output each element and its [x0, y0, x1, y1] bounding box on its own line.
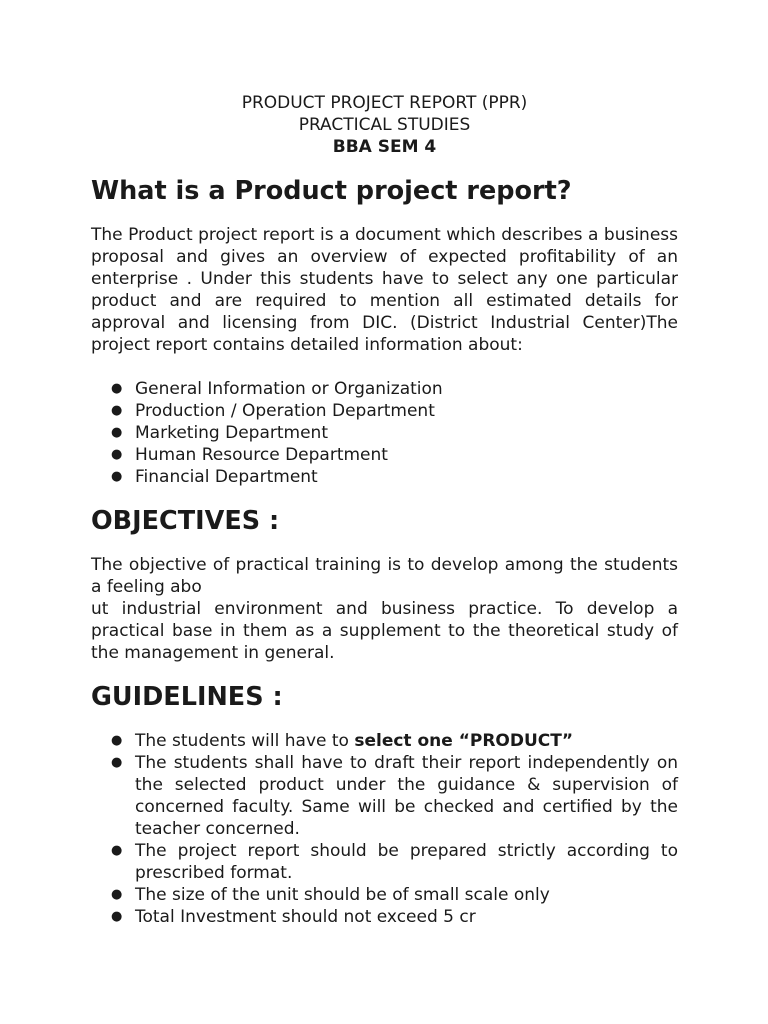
list-item: ● Total Investment should not exceed 5 cr — [111, 907, 476, 927]
list-item: ● Human Resource Department — [111, 445, 388, 465]
bullet-icon: ● — [111, 447, 123, 462]
document-title-block — [91, 92, 678, 158]
list-item: ● The size of the unit should be of small scale only — [111, 885, 550, 905]
guidelines-list — [91, 730, 678, 928]
bullet-icon: ● — [111, 403, 123, 418]
bullet-icon: ● — [111, 469, 123, 484]
list-item: ● Production / Operation Department — [111, 401, 435, 421]
intro-heading: What is a Product project report? — [91, 176, 572, 206]
document-course: BBA SEM 4 — [332, 137, 437, 157]
list-item: ● Financial Department — [111, 467, 318, 487]
list-item: ● Marketing Department — [111, 423, 329, 443]
list-item: ● The project report should be prepared strictly according to prescribed format. — [111, 841, 678, 883]
document-page — [91, 92, 678, 928]
intro-paragraph: The Product project report is a document which describes a business proposal and gives an overview of expected profitability of an enterprise . Under this students have to select any one particular product and are required to mention all estimated details for approval and licensing from DIC. (District Industrial Center)The project report contains detailed information about: — [91, 225, 678, 355]
objectives-paragraph-part1: The objective of practical training is to develop among the students a feeling abo — [91, 555, 678, 597]
bullet-icon: ● — [111, 909, 123, 924]
list-item: ● General Information or Organization — [111, 379, 443, 399]
bullet-icon: ● — [111, 381, 123, 396]
bullet-icon: ● — [111, 843, 123, 858]
document-subtitle: PRACTICAL STUDIES — [298, 115, 471, 135]
objectives-paragraph-part2: ut industrial environment and business practice. To develop a practical base in them as a supplement to the theoretical study of the management in general. — [91, 599, 678, 663]
bullet-icon: ● — [111, 887, 123, 902]
bullet-icon: ● — [111, 755, 123, 770]
list-item: ● The students shall have to draft their report independently on the selected product under the guidance & supervision of concerned faculty. Same will be checked and certified by the teacher concerned. — [111, 753, 678, 839]
list-item: ● The students will have to select one “PRODUCT” — [111, 731, 574, 751]
report-contents-list — [91, 378, 678, 488]
bullet-icon: ● — [111, 425, 123, 440]
objectives-heading: OBJECTIVES : — [91, 506, 280, 536]
guidelines-heading: GUIDELINES : — [91, 682, 283, 712]
emphasized-text: select one “PRODUCT” — [354, 731, 574, 751]
document-title: PRODUCT PROJECT REPORT (PPR) — [241, 93, 528, 113]
bullet-icon: ● — [111, 733, 123, 748]
